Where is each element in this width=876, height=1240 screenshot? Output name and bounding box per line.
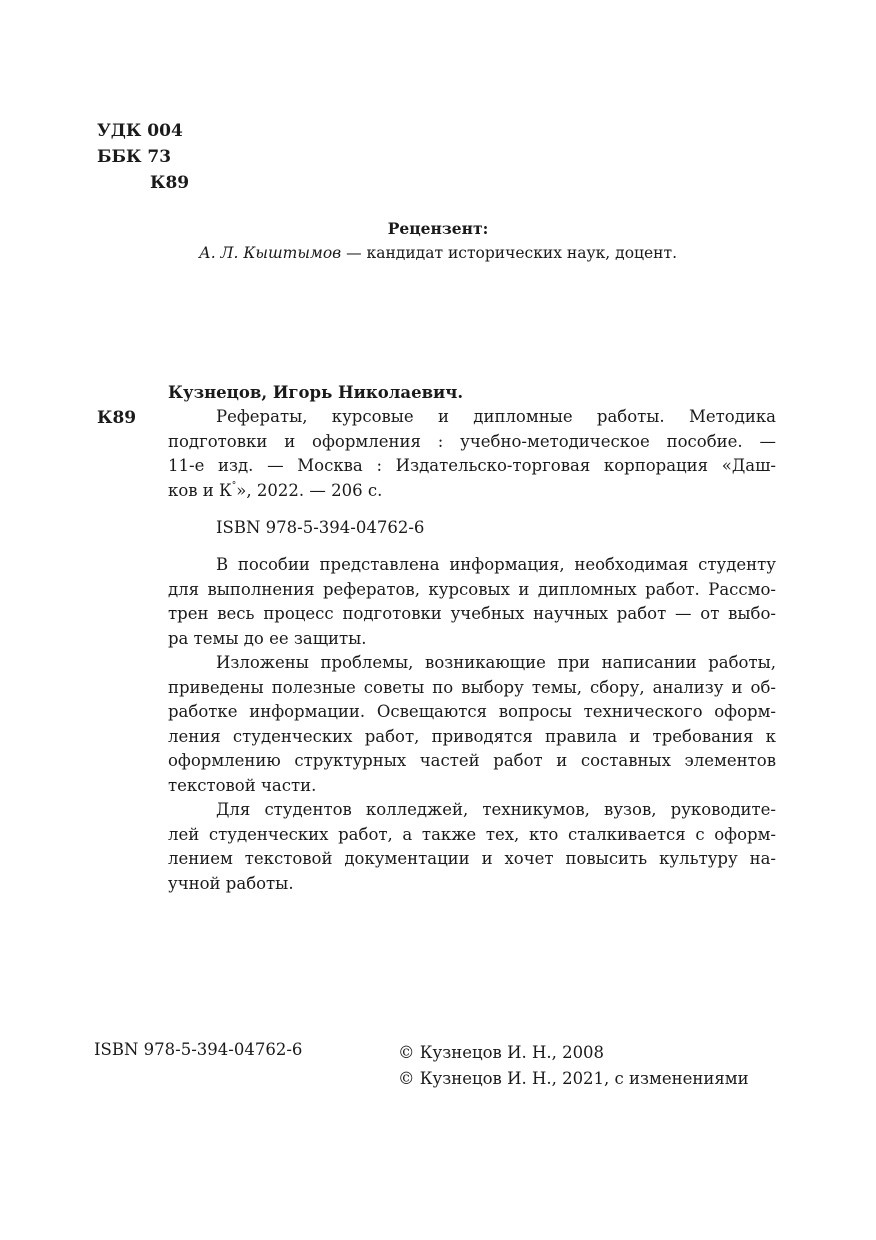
annotation-line: оформлению структурных частей работ и составных элементов [168, 751, 776, 770]
annotation-line: лением текстовой документации и хочет повысить культуру на- [168, 849, 776, 868]
udk-code: УДК 004 [97, 121, 183, 141]
annotation-line: ра темы до ее защиты. [168, 628, 367, 648]
annotation-line: Изложены проблемы, возникающие при написании работы, [216, 653, 776, 672]
classification-codes [97, 118, 189, 196]
copyright-line: © Кузнецов И. Н., 2008 [398, 1043, 605, 1062]
annotation-paragraph [168, 798, 776, 896]
entry-line: 11-е изд. — Москва : Издательско-торговая корпорация «Даш- [168, 456, 776, 475]
entry-last-before: ков и К [168, 480, 232, 500]
annotation-paragraph [168, 651, 776, 798]
entry-line: подготовки и оформления : учебно-методическое пособие. — [168, 431, 776, 451]
entry-isbn: ISBN 978-5-394-04762-6 [216, 518, 425, 537]
entry-line: Рефераты, курсовые и дипломные работы. Методика [216, 407, 776, 426]
author-mark-margin: К89 [97, 408, 137, 428]
reviewer-line [0, 244, 876, 262]
annotation-paragraph [168, 553, 776, 651]
annotation-line: Для студентов колледжей, техникумов, вузов, руководите- [216, 800, 776, 819]
reviewer-name: А. Л. Кыштымов [198, 244, 342, 262]
annotation [168, 553, 776, 896]
author-mark: К89 [150, 173, 190, 193]
entry-last-after: », 2022. — 206 с. [236, 480, 383, 500]
annotation-line: приведены полезные советы по выбору темы, сбору, анализу и об- [168, 677, 776, 697]
bbk-code: ББК 73 [97, 147, 172, 167]
annotation-line: ления студенческих работ, приводятся правила и требования к [168, 726, 776, 746]
annotation-line: работке информации. Освещаются вопросы технического оформ- [168, 702, 776, 721]
annotation-line: для выполнения рефератов, курсовых и дипломных работ. Рассмо- [168, 579, 776, 599]
copyright-block [398, 1040, 749, 1092]
reviewer-description: — кандидат исторических наук, доцент. [341, 244, 678, 262]
entry-line-last [168, 479, 776, 504]
annotation-line: учной работы. [168, 873, 294, 893]
reviewer-heading: Рецензент: [387, 219, 489, 238]
annotation-line: текстовой части. [168, 775, 317, 795]
author-heading: Кузнецов, Игорь Николаевич. [168, 383, 464, 402]
footer-isbn: ISBN 978-5-394-04762-6 [94, 1040, 303, 1059]
copyright-line: © Кузнецов И. Н., 2021, с изменениями [398, 1069, 749, 1088]
bibliographic-entry [168, 405, 776, 503]
entry-last-sup: ° [231, 480, 237, 491]
annotation-line: лей студенческих работ, а также тех, кто сталкивается с оформ- [168, 824, 776, 844]
annotation-line: трен весь процесс подготовки учебных научных работ — от выбо- [168, 604, 776, 623]
annotation-line: В пособии представлена информация, необходимая студенту [216, 555, 776, 574]
